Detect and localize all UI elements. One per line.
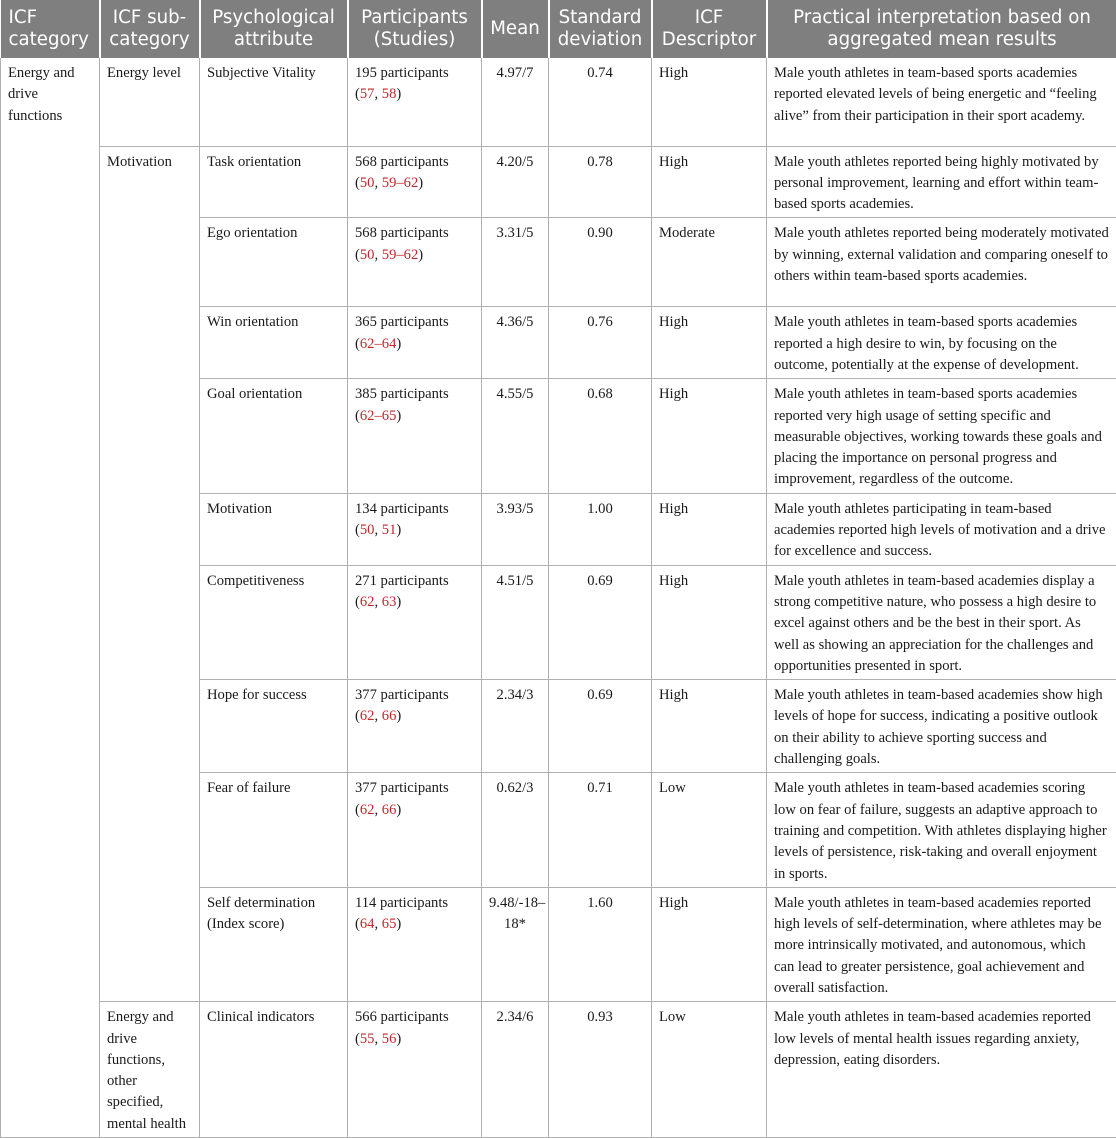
reference-link[interactable]: 64 xyxy=(360,916,375,932)
participants-cell: 114 participants (64, 65) xyxy=(348,887,482,1001)
mean-cell: 9.48/-18–18* xyxy=(482,887,549,1001)
reference-link[interactable]: 50 xyxy=(360,175,375,191)
interpretation-cell: Male youth athletes in team-based sports academies reported elevated levels of being energetic and “feeling alive” from their participation in their sport academy. xyxy=(767,58,1116,146)
table-row xyxy=(1,1002,1116,1138)
reference-link[interactable]: 62 xyxy=(360,594,375,610)
participants-cell: 377 participants (62, 66) xyxy=(348,680,482,773)
icf-subcategory-cell: Energy and drive functions, other specified, mental health xyxy=(100,1002,200,1138)
reference-link[interactable]: 59–62 xyxy=(382,247,418,263)
reference-link[interactable]: 51 xyxy=(382,522,397,538)
interpretation-cell: Male youth athletes in team-based academies reported low levels of mental health issues regarding anxiety, depression, eating disorders. xyxy=(767,1002,1116,1138)
attribute-cell: Task orientation xyxy=(200,146,348,218)
interpretation-cell: Male youth athletes participating in team-based academies reported high levels of motivation and a drive for excellence and success. xyxy=(767,493,1116,565)
reference-link[interactable]: 50 xyxy=(360,247,375,263)
reference-link[interactable]: 62 xyxy=(360,802,375,818)
participants-cell: 566 participants (55, 56) xyxy=(348,1002,482,1138)
icf-descriptor-cell: Low xyxy=(652,773,767,887)
mean-cell: 0.62/3 xyxy=(482,773,549,887)
reference-link[interactable]: 59–62 xyxy=(382,175,418,191)
icf-descriptor-cell: High xyxy=(652,379,767,493)
participants-count: 134 participants xyxy=(355,501,449,517)
mean-cell: 4.55/5 xyxy=(482,379,549,493)
participants-cell: 365 participants (62–64) xyxy=(348,307,482,379)
standard-deviation-cell: 0.78 xyxy=(549,146,652,218)
standard-deviation-cell: 0.71 xyxy=(549,773,652,887)
participants-cell: 568 participants (50, 59–62) xyxy=(348,146,482,218)
standard-deviation-cell: 0.93 xyxy=(549,1002,652,1138)
participants-count: 377 participants xyxy=(355,687,449,703)
standard-deviation-cell: 0.74 xyxy=(549,58,652,146)
interpretation-cell: Male youth athletes in team-based sports academies reported very high usage of setting specific and measurable objectives, working towards these goals and placing the importance on personal progress and improvement, regardless of the outcome. xyxy=(767,379,1116,493)
interpretation-cell: Male youth athletes reported being moderately motivated by winning, external validation and comparing oneself to others within team-based sports academies. xyxy=(767,218,1116,307)
reference-link[interactable]: 66 xyxy=(382,708,397,724)
interpretation-cell: Male youth athletes reported being highly motivated by personal improvement, learning and effort within team-based sports academies. xyxy=(767,146,1116,218)
participants-count: 566 participants xyxy=(355,1009,449,1025)
header-icf-subcategory: ICF sub-category xyxy=(100,0,200,58)
table-row xyxy=(1,58,1116,146)
icf-subcategory-cell: Motivation xyxy=(100,146,200,1002)
attribute-cell: Hope for success xyxy=(200,680,348,773)
reference-link[interactable]: 62 xyxy=(360,708,375,724)
reference-link[interactable]: 65 xyxy=(382,916,397,932)
standard-deviation-cell: 0.68 xyxy=(549,379,652,493)
standard-deviation-cell: 0.76 xyxy=(549,307,652,379)
attribute-cell: Fear of failure xyxy=(200,773,348,887)
table-body xyxy=(1,58,1116,1138)
participants-count: 114 participants xyxy=(355,895,448,911)
standard-deviation-cell: 1.00 xyxy=(549,493,652,565)
participants-cell: 568 participants (50, 59–62) xyxy=(348,218,482,307)
standard-deviation-cell: 0.69 xyxy=(549,565,652,679)
attribute-cell: Win orientation xyxy=(200,307,348,379)
icf-subcategory-cell: Energy level xyxy=(100,58,200,146)
icf-descriptor-cell: High xyxy=(652,58,767,146)
attribute-cell: Competitiveness xyxy=(200,565,348,679)
icf-category-cell: Energy and drive functions xyxy=(1,58,100,1138)
interpretation-cell: Male youth athletes in team-based academies display a strong competitive nature, who possess a high desire to excel against others and be the best in their sport. As well as showing an appreciation for the challenges and opportunities presented in sport. xyxy=(767,565,1116,679)
header-standard-deviation: Standard deviation xyxy=(549,0,652,58)
header-row xyxy=(1,0,1116,58)
attribute-cell: Self determination (Index score) xyxy=(200,887,348,1001)
participants-count: 365 participants xyxy=(355,314,449,330)
mean-cell: 4.20/5 xyxy=(482,146,549,218)
participants-cell: 377 participants (62, 66) xyxy=(348,773,482,887)
reference-link[interactable]: 56 xyxy=(382,1031,397,1047)
icf-descriptor-cell: Moderate xyxy=(652,218,767,307)
reference-link[interactable]: 66 xyxy=(382,802,397,818)
participants-count: 568 participants xyxy=(355,154,449,170)
participants-count: 195 participants xyxy=(355,65,449,81)
reference-link[interactable]: 63 xyxy=(382,594,397,610)
mean-cell: 3.31/5 xyxy=(482,218,549,307)
reference-link[interactable]: 57 xyxy=(360,86,375,102)
mean-cell: 4.51/5 xyxy=(482,565,549,679)
attribute-cell: Clinical indicators xyxy=(200,1002,348,1138)
icf-descriptor-cell: High xyxy=(652,307,767,379)
icf-descriptor-cell: High xyxy=(652,493,767,565)
table-row xyxy=(1,146,1116,218)
standard-deviation-cell: 0.69 xyxy=(549,680,652,773)
participants-count: 385 participants xyxy=(355,386,449,402)
participants-count: 271 participants xyxy=(355,573,449,589)
participants-cell: 134 participants (50, 51) xyxy=(348,493,482,565)
header-psychological-attribute: Psychological attribute xyxy=(200,0,348,58)
reference-link[interactable]: 50 xyxy=(360,522,375,538)
participants-count: 377 participants xyxy=(355,780,449,796)
mean-cell: 2.34/3 xyxy=(482,680,549,773)
interpretation-cell: Male youth athletes in team-based academies reported high levels of self-determination, where athletes may be more intrinsically motivated, and autonomous, which can lead to greater persistence, goal achievement and overall satisfaction. xyxy=(767,887,1116,1001)
participants-cell: 385 participants (62–65) xyxy=(348,379,482,493)
icf-descriptor-cell: High xyxy=(652,146,767,218)
reference-link[interactable]: 62–65 xyxy=(360,408,396,424)
reference-link[interactable]: 58 xyxy=(382,86,397,102)
participants-count: 568 participants xyxy=(355,225,449,241)
header-practical-interpretation: Practical interpretation based on aggregated mean results xyxy=(767,0,1116,58)
header-mean: Mean xyxy=(482,0,549,58)
icf-descriptor-cell: High xyxy=(652,887,767,1001)
icf-descriptor-cell: High xyxy=(652,680,767,773)
reference-link[interactable]: 62–64 xyxy=(360,336,396,352)
attribute-cell: Ego orientation xyxy=(200,218,348,307)
attribute-cell: Goal orientation xyxy=(200,379,348,493)
mean-cell: 4.97/7 xyxy=(482,58,549,146)
interpretation-cell: Male youth athletes in team-based sports academies reported a high desire to win, by focusing on the outcome, potentially at the expense of development. xyxy=(767,307,1116,379)
header-participants: Participants (Studies) xyxy=(348,0,482,58)
standard-deviation-cell: 1.60 xyxy=(549,887,652,1001)
standard-deviation-cell: 0.90 xyxy=(549,218,652,307)
mean-cell: 4.36/5 xyxy=(482,307,549,379)
interpretation-cell: Male youth athletes in team-based academies show high levels of hope for success, indicating a positive outlook on their ability to achieve sporting success and challenging goals. xyxy=(767,680,1116,773)
participants-cell: 195 participants (57, 58) xyxy=(348,58,482,146)
mean-cell: 3.93/5 xyxy=(482,493,549,565)
attribute-cell: Subjective Vitality xyxy=(200,58,348,146)
header-icf-descriptor: ICF Descriptor xyxy=(652,0,767,58)
attribute-cell: Motivation xyxy=(200,493,348,565)
interpretation-cell: Male youth athletes in team-based academies scoring low on fear of failure, suggests an adaptive approach to training and competition. With athletes displaying higher levels of persistence, risk-taking and overall enjoyment in sports. xyxy=(767,773,1116,887)
header-icf-category: ICF category xyxy=(1,0,100,58)
icf-descriptor-cell: High xyxy=(652,565,767,679)
participants-cell: 271 participants (62, 63) xyxy=(348,565,482,679)
icf-descriptor-cell: Low xyxy=(652,1002,767,1138)
reference-link[interactable]: 55 xyxy=(360,1031,375,1047)
mean-cell: 2.34/6 xyxy=(482,1002,549,1138)
